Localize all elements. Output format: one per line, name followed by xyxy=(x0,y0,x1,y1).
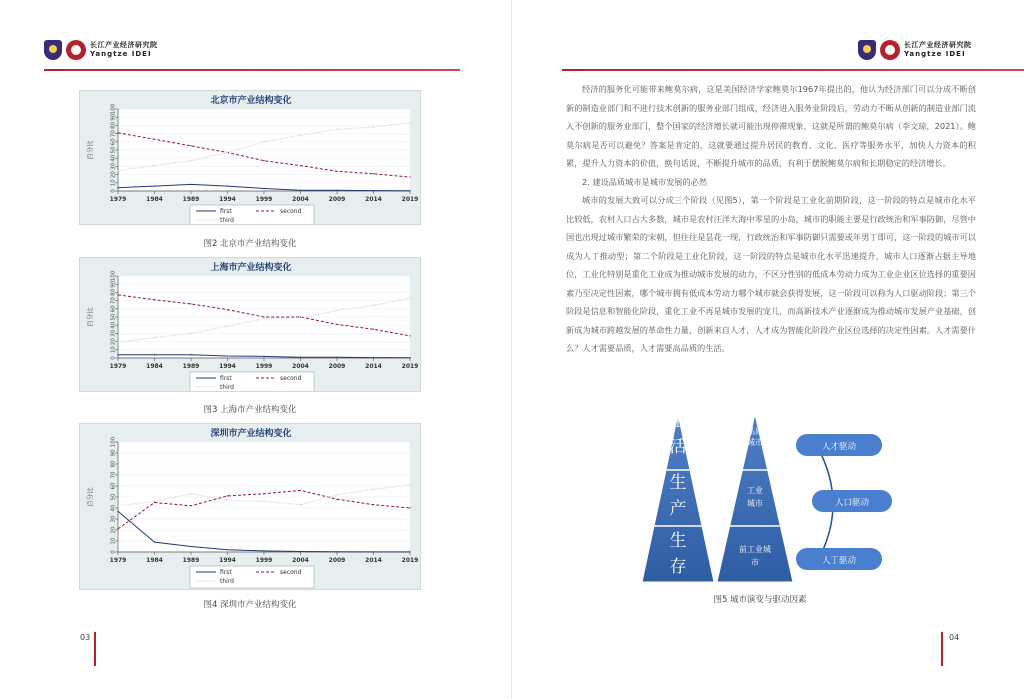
data-point-third xyxy=(190,333,191,334)
tier-top-line2: 城市 xyxy=(747,438,763,447)
y-tick-label: 10 xyxy=(110,537,117,545)
x-tick-label: 2014 xyxy=(365,196,382,203)
left-char: 存 xyxy=(669,557,687,577)
data-point-third xyxy=(300,504,301,505)
shanghai-chart-svg xyxy=(80,258,422,391)
x-tick-label: 1984 xyxy=(146,363,163,370)
data-point-first xyxy=(263,188,264,189)
legend-label-first: first xyxy=(220,208,232,215)
data-point-third xyxy=(263,318,264,319)
data-point-second xyxy=(336,324,337,325)
y-tick-label: 0 xyxy=(110,550,117,554)
shanghai-chart xyxy=(79,257,421,392)
data-point-first xyxy=(117,511,118,512)
data-point-second xyxy=(190,505,191,506)
x-tick-label: 1979 xyxy=(109,557,127,564)
data-point-third xyxy=(373,305,374,306)
x-tick-label: 1994 xyxy=(219,363,236,370)
data-point-second xyxy=(154,502,155,503)
data-point-second xyxy=(190,145,191,146)
x-tick-label: 1979 xyxy=(109,196,127,203)
institute-logo-icon xyxy=(66,40,86,60)
y-tick-label: 90 xyxy=(110,113,117,121)
data-point-first xyxy=(336,357,337,358)
data-point-third xyxy=(117,342,118,343)
data-point-second xyxy=(263,316,264,317)
x-tick-label: 1984 xyxy=(146,557,163,564)
data-point-third xyxy=(336,129,337,130)
data-point-first xyxy=(300,357,301,358)
left-char: 生 xyxy=(669,412,687,431)
legend-label-first: first xyxy=(220,569,232,576)
data-point-first xyxy=(300,551,301,552)
shanghai-caption: 图3 上海市产业结构变化 xyxy=(203,405,297,415)
legend-label-third: third xyxy=(220,578,234,585)
data-point-second xyxy=(154,299,155,300)
shenzhen-chart xyxy=(79,423,421,590)
data-point-third xyxy=(154,337,155,338)
y-tick-label: 60 xyxy=(110,482,117,490)
page-number-right: 04 xyxy=(949,633,960,642)
brand-cn: 长江产业经济研究院 xyxy=(904,41,972,49)
data-point-third xyxy=(227,152,228,153)
legend-label-second: second xyxy=(280,569,302,576)
data-point-first xyxy=(227,355,228,356)
y-tick-label: 80 xyxy=(110,121,117,129)
brand-en: Yangtze IDEI xyxy=(90,50,152,58)
chart-title: 深圳市产业结构变化 xyxy=(210,429,292,439)
city-evolution-diagram xyxy=(640,412,900,592)
driver-label-talent: 人才驱动 xyxy=(821,442,857,452)
data-point-first xyxy=(227,185,228,186)
folio-bar-right xyxy=(941,632,943,666)
data-point-second xyxy=(300,490,301,491)
data-point-third xyxy=(117,170,118,171)
y-tick-label: 10 xyxy=(110,346,117,354)
y-tick-label: 70 xyxy=(110,471,117,479)
data-point-first xyxy=(336,190,337,191)
data-point-second xyxy=(117,294,118,295)
y-tick-label: 100 xyxy=(110,103,117,115)
y-tick-label: 60 xyxy=(110,305,117,313)
y-axis-label: 百分比 xyxy=(86,307,94,327)
data-point-third xyxy=(336,494,337,495)
y-tick-label: 90 xyxy=(110,280,117,288)
x-tick-label: 1999 xyxy=(255,557,273,564)
chart-title: 上海市产业结构变化 xyxy=(210,263,292,273)
data-point-first xyxy=(154,185,155,186)
x-tick-label: 1999 xyxy=(255,363,273,370)
y-tick-label: 30 xyxy=(110,329,117,337)
data-point-second xyxy=(373,173,374,174)
x-tick-label: 1989 xyxy=(182,363,200,370)
x-tick-label: 2004 xyxy=(292,363,309,370)
y-tick-label: 100 xyxy=(110,436,117,448)
data-point-first xyxy=(263,356,264,357)
folio-bar-left xyxy=(94,632,96,666)
legend-label-third: third xyxy=(220,217,234,224)
data-point-first xyxy=(373,551,374,552)
data-point-third xyxy=(409,298,410,299)
data-point-second xyxy=(190,303,191,304)
data-point-first xyxy=(336,551,337,552)
y-tick-label: 50 xyxy=(110,146,117,154)
data-point-first xyxy=(117,354,118,355)
data-point-third xyxy=(373,126,374,127)
data-point-first xyxy=(154,354,155,355)
data-point-third xyxy=(154,165,155,166)
shenzhen-caption: 图4 深圳市产业结构变化 xyxy=(203,600,297,610)
tier-bottom-line1: 前工业城 xyxy=(739,545,771,554)
brand xyxy=(90,42,158,58)
tier-middle-line1: 工业 xyxy=(747,486,763,495)
data-point-third xyxy=(190,493,191,494)
y-tick-label: 40 xyxy=(110,504,117,512)
y-tick-label: 80 xyxy=(110,288,117,296)
left-char: 产 xyxy=(669,499,687,519)
brand-cn: 长江产业经济研究院 xyxy=(90,41,158,49)
data-point-third xyxy=(263,141,264,142)
y-tick-label: 30 xyxy=(110,515,117,523)
y-tick-label: 40 xyxy=(110,321,117,329)
university-logo-icon xyxy=(858,40,876,60)
data-point-first xyxy=(409,190,410,191)
brand-en: Yangtze IDEI xyxy=(904,50,966,58)
data-point-second xyxy=(227,495,228,496)
y-tick-label: 80 xyxy=(110,460,117,468)
data-point-first xyxy=(373,357,374,358)
y-tick-label: 30 xyxy=(110,162,117,170)
x-tick-label: 1989 xyxy=(182,196,200,203)
beijing-caption: 图2 北京市产业结构变化 xyxy=(203,239,297,249)
data-point-second xyxy=(373,329,374,330)
data-point-third xyxy=(154,501,155,502)
tier-top-line1: 品质 xyxy=(747,427,763,436)
legend-label-third: third xyxy=(220,384,234,391)
tier-bottom-line2: 市 xyxy=(751,558,759,567)
data-point-third xyxy=(300,317,301,318)
header-rule xyxy=(562,69,1024,71)
university-logo-icon xyxy=(44,40,62,60)
data-point-first xyxy=(300,190,301,191)
x-tick-label: 2014 xyxy=(365,557,382,564)
y-tick-label: 0 xyxy=(110,356,117,360)
x-tick-label: 2004 xyxy=(292,196,309,203)
legend-label-second: second xyxy=(280,375,302,382)
data-point-second xyxy=(154,139,155,140)
x-tick-label: 2019 xyxy=(401,363,419,370)
left-char: 生 xyxy=(669,531,687,551)
x-tick-label: 2019 xyxy=(401,196,419,203)
data-point-first xyxy=(154,542,155,543)
data-point-first xyxy=(190,184,191,185)
beijing-chart xyxy=(79,90,421,225)
page-number-left: 03 xyxy=(80,633,91,642)
y-tick-label: 10 xyxy=(110,179,117,187)
city-evolution-svg xyxy=(640,412,900,592)
x-tick-label: 2004 xyxy=(292,557,309,564)
paragraph: 经济的服务化可能带来鲍莫尔病，这是美国经济学家鲍莫尔1967年提出的，他认为经济部门可以分成不断创新的制造业部门和不进行技术创新的服务业部门组成，经济进入服务业阶段后，劳动力不断从创新的制造业部门流入不创新的服务业部门，整个国家的经济增长就可能出现停滞现象，这就是所谓的鲍莫尔病（李文琼，2021）。鲍莫尔病是否可以避免？答案是肯定的，这就要通过提升居民的教育、文化、医疗等服务水平，加快人力资本的积累，提升人力资本的价值，换句话说，不断提升城市的品质，有利于摆脱鲍莫尔病和长期稳定的经济增长。 xyxy=(566,84,976,168)
driver-label-population: 人口驱动 xyxy=(834,498,870,508)
data-point-first xyxy=(190,546,191,547)
data-point-third xyxy=(227,325,228,326)
x-tick-label: 1984 xyxy=(146,196,163,203)
header-rule xyxy=(44,69,460,71)
data-point-first xyxy=(409,357,410,358)
y-tick-label: 20 xyxy=(110,171,117,179)
data-point-third xyxy=(373,489,374,490)
x-tick-label: 1989 xyxy=(182,557,200,564)
y-tick-label: 0 xyxy=(110,189,117,193)
x-tick-label: 2009 xyxy=(328,363,346,370)
x-tick-label: 1994 xyxy=(219,557,236,564)
data-point-third xyxy=(409,122,410,123)
data-point-second xyxy=(263,160,264,161)
y-tick-label: 40 xyxy=(110,154,117,162)
data-point-first xyxy=(373,190,374,191)
institute-logo-icon xyxy=(880,40,900,60)
data-point-third xyxy=(117,505,118,506)
data-point-third xyxy=(336,310,337,311)
data-point-second xyxy=(336,171,337,172)
x-tick-label: 2009 xyxy=(328,557,346,564)
y-tick-label: 20 xyxy=(110,526,117,534)
data-point-third xyxy=(409,484,410,485)
y-tick-label: 70 xyxy=(110,130,117,138)
diagram-caption: 图5 城市演变与驱动因素 xyxy=(713,595,807,605)
x-tick-label: 2009 xyxy=(328,196,346,203)
data-point-second xyxy=(336,499,337,500)
beijing-chart-svg xyxy=(80,91,422,224)
x-tick-label: 1999 xyxy=(255,196,273,203)
legend-label-first: first xyxy=(220,375,232,382)
y-tick-label: 50 xyxy=(110,313,117,321)
y-tick-label: 70 xyxy=(110,297,117,305)
x-tick-label: 1979 xyxy=(109,363,127,370)
y-tick-label: 90 xyxy=(110,449,117,457)
data-point-first xyxy=(263,550,264,551)
driver-label-labor: 人丁驱动 xyxy=(821,556,857,566)
tier-middle-line2: 城市 xyxy=(747,499,763,508)
section-heading: 2. 建设品质城市是城市发展的必然 xyxy=(582,176,708,187)
chart-title: 北京市产业结构变化 xyxy=(210,96,292,106)
data-point-second xyxy=(117,528,118,529)
x-tick-label: 2019 xyxy=(401,557,419,564)
data-point-first xyxy=(409,551,410,552)
data-point-third xyxy=(190,160,191,161)
data-point-second xyxy=(300,165,301,166)
data-point-second xyxy=(409,507,410,508)
x-tick-label: 1994 xyxy=(219,196,236,203)
data-point-first xyxy=(117,187,118,188)
y-axis-label: 百分比 xyxy=(86,140,94,160)
data-point-first xyxy=(227,549,228,550)
y-tick-label: 60 xyxy=(110,138,117,146)
data-point-second xyxy=(117,132,118,133)
shenzhen-chart-svg xyxy=(80,424,422,589)
x-tick-label: 2014 xyxy=(365,363,382,370)
paragraph: 城市的发展大致可以分成三个阶段（见图5），第一个阶段是工业化前期阶段，这一阶段的特点是城市化水平比较低，农村人口占大多数，城市是农村汪洋大海中零星的小岛，城市的职能主要是行政统治和军事防御，尽管中国也出现过城市繁荣的宋朝，但往往是昙花一现，行政统治和军事防御只需要或年男丁即可，这一阶段的城市可以成为人丁推动型；第二个阶段是工业化阶段，这一阶段的特点是城市化水平迅速提升，城市人口逐渐占据主导地位，工业化特别是重化工业成为推动城市发展的动力，不区分性别的低成本劳动力成为工业企业区位选择的重要因素乃至决定性因素，哪个城市拥有低成本劳动力哪个城市就会获得发展，这一阶段可以称为人口驱动阶段；第三个阶段是信息和智能化阶段，重化工业不再是城市发展的宠儿，而高新技术产业逐渐成为推动城市发展产业基础，创新成为城市跨越发展的革命性力量，创新来自人才，人才成为智能化阶段产业区位选择的决定性因素。人才需要什么？人才需要品质，人才需要高品质的生活。 xyxy=(566,195,976,353)
brand xyxy=(904,42,972,58)
data-point-second xyxy=(409,335,410,336)
y-tick-label: 100 xyxy=(110,270,117,282)
y-axis-label: 百分比 xyxy=(86,487,94,507)
data-point-third xyxy=(227,500,228,501)
data-point-third xyxy=(263,501,264,502)
left-char: 活 xyxy=(669,437,687,457)
right-header xyxy=(858,36,972,64)
data-point-second xyxy=(373,504,374,505)
left-char: 生 xyxy=(669,473,687,493)
data-point-second xyxy=(227,309,228,310)
data-point-second xyxy=(263,493,264,494)
data-point-third xyxy=(300,135,301,136)
body-text xyxy=(566,80,976,358)
y-tick-label: 50 xyxy=(110,493,117,501)
data-point-first xyxy=(190,354,191,355)
y-tick-label: 20 xyxy=(110,338,117,346)
legend-label-second: second xyxy=(280,208,302,215)
data-point-second xyxy=(409,176,410,177)
left-header xyxy=(44,36,158,64)
